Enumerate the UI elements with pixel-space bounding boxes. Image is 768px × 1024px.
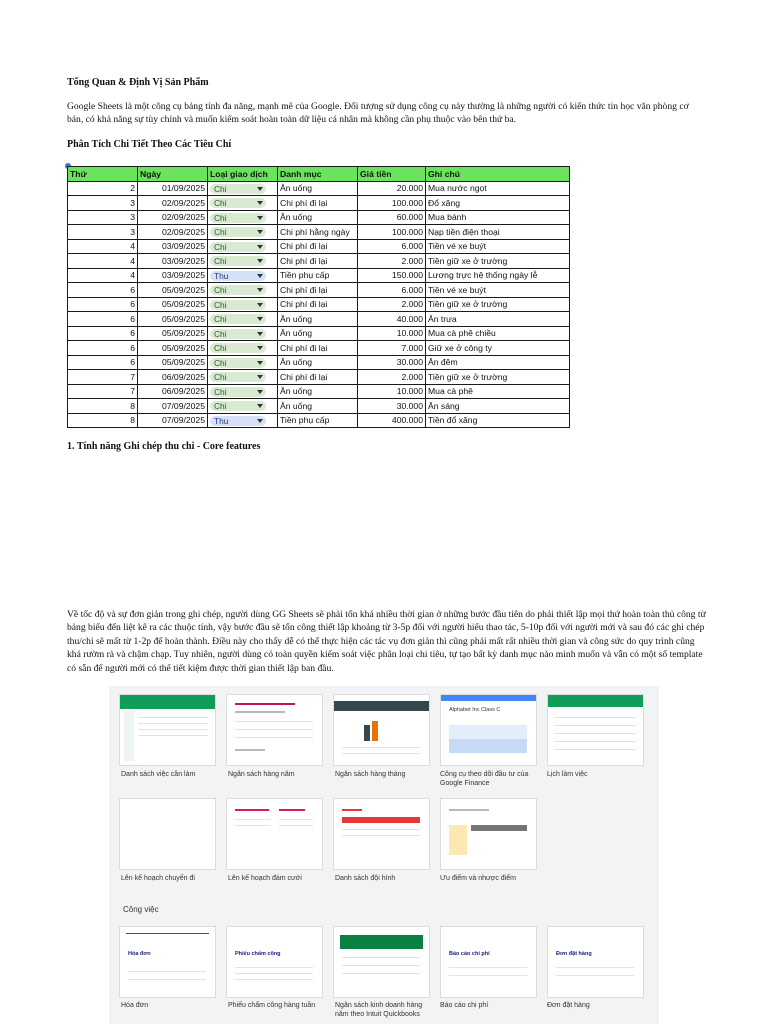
sheet-cell[interactable]: 6: [68, 355, 138, 370]
section-core-features: 1. Tính năng Ghi chép thu chi - Core features: [67, 441, 261, 452]
table-row: [68, 283, 570, 298]
sheet-cell[interactable]: [208, 341, 278, 356]
sheet-cell[interactable]: Mua cà phê: [426, 384, 570, 399]
sheet-cell[interactable]: 3: [68, 210, 138, 225]
sheet-cell[interactable]: 05/09/2025: [138, 355, 208, 370]
caret-down-icon: [257, 361, 263, 365]
template-monthly-budget[interactable]: [333, 694, 430, 766]
dropdown-label: Chi: [214, 285, 227, 296]
sheet-cell[interactable]: 40.000: [358, 312, 426, 327]
sheet-cell[interactable]: [208, 239, 278, 254]
template-trip-planner[interactable]: [119, 798, 216, 870]
sheet-cell[interactable]: 150.000: [358, 268, 426, 283]
sheet-cell[interactable]: [208, 225, 278, 240]
sheet-cell[interactable]: 2: [68, 181, 138, 196]
sheet-cell[interactable]: 8: [68, 399, 138, 414]
transaction-type-dropdown[interactable]: [210, 358, 266, 368]
sheet-cell[interactable]: [208, 196, 278, 211]
transaction-type-dropdown[interactable]: [210, 271, 266, 281]
template-weekly-timesheet[interactable]: [226, 926, 323, 998]
sheet-cell[interactable]: [208, 268, 278, 283]
transaction-type-dropdown[interactable]: [210, 213, 266, 223]
transaction-type-dropdown[interactable]: [210, 401, 266, 411]
transaction-type-dropdown[interactable]: [210, 198, 266, 208]
dropdown-label: Chi: [214, 256, 227, 267]
caret-down-icon: [257, 274, 263, 278]
dropdown-label: Chi: [214, 227, 227, 238]
transaction-type-dropdown[interactable]: [210, 300, 266, 310]
template-google-finance[interactable]: [440, 694, 537, 766]
template-invoice[interactable]: [119, 926, 216, 998]
sheet-cell[interactable]: 3: [68, 196, 138, 211]
sheet-cell[interactable]: Tiền giữ xe ở trường: [426, 297, 570, 312]
sheet-cell[interactable]: 3: [68, 225, 138, 240]
sheet-cell[interactable]: Ăn sáng: [426, 399, 570, 414]
sheet-cell[interactable]: 06/09/2025: [138, 370, 208, 385]
sheet-cell[interactable]: [208, 283, 278, 298]
sheet-cell[interactable]: Chi phí đi lại: [278, 254, 358, 269]
sheet-cell[interactable]: 100.000: [358, 196, 426, 211]
sheet-cell[interactable]: Đổ xăng: [426, 196, 570, 211]
sheet-cell[interactable]: Chi phí đi lại: [278, 297, 358, 312]
sheet-cell[interactable]: Ăn uống: [278, 210, 358, 225]
sheet-body: [68, 181, 570, 428]
sheet-cell[interactable]: Ăn uống: [278, 399, 358, 414]
sheet-cell[interactable]: 05/09/2025: [138, 326, 208, 341]
sheet-cell[interactable]: Chi phí đi lại: [278, 196, 358, 211]
table-row: [68, 355, 570, 370]
sheet-cell[interactable]: Chi phí đi lại: [278, 370, 358, 385]
transaction-type-dropdown[interactable]: [210, 256, 266, 266]
caret-down-icon: [257, 259, 263, 263]
timesheet-thumb-text: Phiếu chấm công: [235, 951, 281, 957]
sheet-cell[interactable]: Mua bánh: [426, 210, 570, 225]
table-row: [68, 268, 570, 283]
sheet-cell[interactable]: Tiền phụ cấp: [278, 413, 358, 428]
sheet-cell[interactable]: 6: [68, 283, 138, 298]
caption-pros-cons: Ưu điểm và nhược điểm: [440, 875, 516, 882]
table-row: [68, 297, 570, 312]
transaction-type-dropdown[interactable]: [210, 343, 266, 353]
dropdown-label: Thu: [214, 270, 229, 281]
sheet-cell[interactable]: 7: [68, 384, 138, 399]
sheet-cell[interactable]: 07/09/2025: [138, 399, 208, 414]
template-todo-list[interactable]: [119, 694, 216, 766]
sheet-cell[interactable]: 6: [68, 297, 138, 312]
sheet-cell[interactable]: Ăn uống: [278, 181, 358, 196]
sheet-cell[interactable]: 60.000: [358, 210, 426, 225]
dropdown-label: Chi: [214, 241, 227, 252]
sheet-header-cell[interactable]: Ghi chú: [426, 167, 570, 182]
dropdown-label: Chi: [214, 343, 227, 354]
caret-down-icon: [257, 404, 263, 408]
sheet-cell[interactable]: 2.000: [358, 254, 426, 269]
sheet-cell[interactable]: Mua cà phê chiều: [426, 326, 570, 341]
caret-down-icon: [257, 288, 263, 292]
transaction-type-dropdown[interactable]: [210, 242, 266, 252]
body-paragraph: Về tốc độ và sự đơn giản trong ghi chép, người dùng GG Sheets sẽ phải tốn khá nhiều thời gian ở những bước đầu tiên do phải thiết lập mọi thứ hoàn toàn thủ công từ bảng biểu đến liệt kê ra các thuộc tính, vậy bước đầu sẽ tốn công thiết lập khoảng từ 3-5p đối với người hiểu thao tác, 5-10p đối với người mới và sau đó các ghi chép thu/chi sẽ mất từ 1-2p để hoàn thành. Điều này cho thấy dễ có thể thực hiện các tác vụ đơn giản thì cũng phải mất rất nhiều thời gian và công sức do quy trình cũng khá rườm rà và chậm chạp. Tuy nhiên, người dùng có toàn quyền kiểm soát việc phân loại chi tiêu, tự tạo bất kỳ danh mục nào mình muốn và vẫn có một số template có sẵn để người mới có thể tiết kiệm được thời gian thiết lập ban đầu.: [67, 609, 706, 674]
caret-down-icon: [257, 245, 263, 249]
transaction-type-dropdown[interactable]: [210, 184, 266, 194]
sheet-cell[interactable]: Tiền đổ xăng: [426, 413, 570, 428]
sheet-cell[interactable]: 6: [68, 341, 138, 356]
sheet-cell[interactable]: 03/09/2025: [138, 239, 208, 254]
caption-google-finance: Công cụ theo dõi đầu tư của Google Finance: [440, 771, 529, 787]
caret-down-icon: [257, 303, 263, 307]
caption-work-calendar: Lịch làm việc: [547, 771, 588, 778]
sheet-header-cell[interactable]: Loại giao dịch: [208, 167, 278, 182]
sheet-cell[interactable]: 2.000: [358, 297, 426, 312]
sheet-cell[interactable]: Giữ xe ở công ty: [426, 341, 570, 356]
caption-business-budget: Ngân sách kinh doanh hàng năm theo Intuit Quickbooks: [335, 1002, 423, 1018]
dropdown-label: Chi: [214, 328, 227, 339]
sheet-cell[interactable]: Tiền giữ xe ở trường: [426, 370, 570, 385]
sheet-cell[interactable]: Ăn uống: [278, 326, 358, 341]
table-row: [68, 254, 570, 269]
sheet-cell[interactable]: 06/09/2025: [138, 384, 208, 399]
sheet-cell[interactable]: 07/09/2025: [138, 413, 208, 428]
caret-down-icon: [257, 187, 263, 191]
sheet-cell[interactable]: [208, 181, 278, 196]
sheet-cell[interactable]: Chi phí đi lại: [278, 283, 358, 298]
caption-team-roster: Danh sách đội hình: [335, 875, 396, 882]
sheet-cell[interactable]: 05/09/2025: [138, 312, 208, 327]
sheet-cell[interactable]: Ăn uống: [278, 384, 358, 399]
sheet-cell[interactable]: 4: [68, 268, 138, 283]
caret-down-icon: [257, 375, 263, 379]
table-row: [68, 239, 570, 254]
sheet-cell[interactable]: 8: [68, 413, 138, 428]
sheet-cell[interactable]: [208, 297, 278, 312]
caption-invoice: Hóa đơn: [121, 1002, 149, 1009]
caption-purchase-order: Đơn đặt hàng: [547, 1002, 590, 1009]
doc-title: Tổng Quan & Định Vị Sản Phẩm: [67, 77, 209, 88]
caption-weekly-timesheet: Phiếu chấm công hàng tuần: [228, 1002, 316, 1009]
sheet-cell[interactable]: Nạp tiền điện thoại: [426, 225, 570, 240]
sheet-cell[interactable]: 05/09/2025: [138, 283, 208, 298]
caret-down-icon: [257, 230, 263, 234]
sheet-cell[interactable]: [208, 370, 278, 385]
sheet-cell[interactable]: 02/09/2025: [138, 196, 208, 211]
sheet-cell[interactable]: [208, 413, 278, 428]
sheet-cell[interactable]: Chi phí đi lại: [278, 239, 358, 254]
sheet-cell[interactable]: 02/09/2025: [138, 210, 208, 225]
template-expense-report[interactable]: [440, 926, 537, 998]
sheet-cell[interactable]: 400.000: [358, 413, 426, 428]
dropdown-label: Chi: [214, 183, 227, 194]
dropdown-label: Chi: [214, 212, 227, 223]
table-row: [68, 341, 570, 356]
sheet-cell[interactable]: 6.000: [358, 283, 426, 298]
caret-down-icon: [257, 332, 263, 336]
table-row: [68, 225, 570, 240]
dropdown-label: Chi: [214, 401, 227, 412]
dropdown-label: Chi: [214, 198, 227, 209]
sheet-cell[interactable]: 20.000: [358, 181, 426, 196]
order-thumb-text: Đơn đặt hàng: [556, 951, 592, 957]
sheet-cell[interactable]: [208, 326, 278, 341]
caret-down-icon: [257, 346, 263, 350]
sheet-cell[interactable]: Tiền vé xe buýt: [426, 283, 570, 298]
caret-down-icon: [257, 317, 263, 321]
gallery-section-work: Công việc: [123, 905, 159, 914]
sheet-cell[interactable]: [208, 355, 278, 370]
table-row: [68, 181, 570, 196]
caption-wedding-planner: Lên kế hoạch đám cưới: [228, 875, 302, 882]
table-row: [68, 413, 570, 428]
table-row: [68, 384, 570, 399]
sheet-cell[interactable]: Lương trực hệ thống ngày lễ: [426, 268, 570, 283]
sheet-cell[interactable]: Ăn uống: [278, 355, 358, 370]
sheet-cell[interactable]: 05/09/2025: [138, 297, 208, 312]
sheet-cell[interactable]: 10.000: [358, 384, 426, 399]
sheet-cell[interactable]: 7: [68, 370, 138, 385]
template-work-calendar[interactable]: [547, 694, 644, 766]
dropdown-label: Chi: [214, 372, 227, 383]
sheet-cell[interactable]: [208, 254, 278, 269]
caption-annual-budget: Ngân sách hàng năm: [228, 771, 295, 778]
sheet-cell[interactable]: 02/09/2025: [138, 225, 208, 240]
alphabet-thumb-text: Alphabet Inc Class C: [449, 707, 501, 713]
sheet-cell[interactable]: 05/09/2025: [138, 341, 208, 356]
sheet-header-cell[interactable]: Ngày: [138, 167, 208, 182]
table-row: [68, 312, 570, 327]
caption-monthly-budget: Ngân sách hàng tháng: [335, 771, 406, 778]
sheet-cell[interactable]: 30.000: [358, 355, 426, 370]
sheet-cell[interactable]: 03/09/2025: [138, 254, 208, 269]
sheet-cell[interactable]: 7.000: [358, 341, 426, 356]
sheet-cell[interactable]: [208, 210, 278, 225]
sheet-cell[interactable]: Ăn uống: [278, 312, 358, 327]
transaction-type-dropdown[interactable]: [210, 285, 266, 295]
sheet-cell[interactable]: Mua nước ngọt: [426, 181, 570, 196]
caret-down-icon: [257, 201, 263, 205]
sheet-header-cell[interactable]: Thứ: [68, 167, 138, 182]
dropdown-label: Chi: [214, 357, 227, 368]
dropdown-label: Chi: [214, 299, 227, 310]
sheet-header-cell[interactable]: Giá tiền: [358, 167, 426, 182]
template-annual-budget[interactable]: [226, 694, 323, 766]
caption-todo-list: Danh sách việc cần làm: [121, 771, 196, 778]
caret-down-icon: [257, 216, 263, 220]
sheet-cell[interactable]: 2.000: [358, 370, 426, 385]
sheet-cell[interactable]: Ăn trưa: [426, 312, 570, 327]
analysis-subtitle: Phân Tích Chi Tiết Theo Các Tiêu Chí: [67, 139, 232, 150]
sheet-cell[interactable]: Tiền phụ cấp: [278, 268, 358, 283]
intro-paragraph: Google Sheets là một công cụ bảng tính đa năng, mạnh mẽ của Google. Đối tượng sử dụng công cụ này thường là những người có kiến thức tin học văn phòng cơ bản, có khả năng sự tùy chỉnh và muốn kiểm soát hoàn toàn dữ liệu cá nhân mà không cần phụ thuộc vào bên thứ ba.: [67, 101, 689, 126]
invoice-thumb-text: Hóa đơn: [128, 951, 151, 957]
sheet-cell[interactable]: 30.000: [358, 399, 426, 414]
table-row: [68, 196, 570, 211]
sheet-cell[interactable]: Tiền vé xe buýt: [426, 239, 570, 254]
expense-sheet: [67, 166, 570, 428]
sheet-cell[interactable]: Ăn đêm: [426, 355, 570, 370]
sheet-cell[interactable]: 03/09/2025: [138, 268, 208, 283]
sheet-cell[interactable]: 100.000: [358, 225, 426, 240]
template-pros-cons[interactable]: [440, 798, 537, 870]
sheet-header-cell[interactable]: Danh mục: [278, 167, 358, 182]
template-purchase-order[interactable]: [547, 926, 644, 998]
expense-thumb-text: Báo cáo chi phí: [449, 951, 490, 957]
template-team-roster[interactable]: [333, 798, 430, 870]
transaction-type-dropdown[interactable]: [210, 416, 266, 426]
transaction-type-dropdown[interactable]: [210, 387, 266, 397]
template-gallery: [109, 686, 659, 1024]
sheet-cell[interactable]: Tiền giữ xe ở trường: [426, 254, 570, 269]
template-business-budget[interactable]: [333, 926, 430, 998]
sheet-cell[interactable]: 10.000: [358, 326, 426, 341]
sheet-cell[interactable]: [208, 312, 278, 327]
caret-down-icon: [257, 419, 263, 423]
caret-down-icon: [257, 390, 263, 394]
table-row: [68, 326, 570, 341]
sheet-cell[interactable]: 01/09/2025: [138, 181, 208, 196]
table-row: [68, 399, 570, 414]
transaction-type-dropdown[interactable]: [210, 372, 266, 382]
sheet-cell[interactable]: 4: [68, 239, 138, 254]
caption-expense-report: Báo cáo chi phí: [440, 1002, 489, 1009]
dropdown-label: Chi: [214, 386, 227, 397]
sheet-cell[interactable]: 6.000: [358, 239, 426, 254]
caption-trip-planner: Lên kế hoạch chuyến đi: [121, 875, 195, 882]
dropdown-label: Thu: [214, 415, 229, 426]
sheet-cell[interactable]: [208, 399, 278, 414]
table-row: [68, 370, 570, 385]
template-wedding-planner[interactable]: [226, 798, 323, 870]
sheet-header-row: [68, 167, 570, 182]
sheet-cell[interactable]: 6: [68, 326, 138, 341]
transaction-type-dropdown[interactable]: [210, 314, 266, 324]
table-row: [68, 210, 570, 225]
sheet-cell[interactable]: 6: [68, 312, 138, 327]
sheet-cell[interactable]: Chi phí đi lại: [278, 341, 358, 356]
transaction-type-dropdown[interactable]: [210, 329, 266, 339]
transaction-type-dropdown[interactable]: [210, 227, 266, 237]
sheet-cell[interactable]: 4: [68, 254, 138, 269]
sheet-cell[interactable]: Chi phí hằng ngày: [278, 225, 358, 240]
sheet-cell[interactable]: [208, 384, 278, 399]
dropdown-label: Chi: [214, 314, 227, 325]
